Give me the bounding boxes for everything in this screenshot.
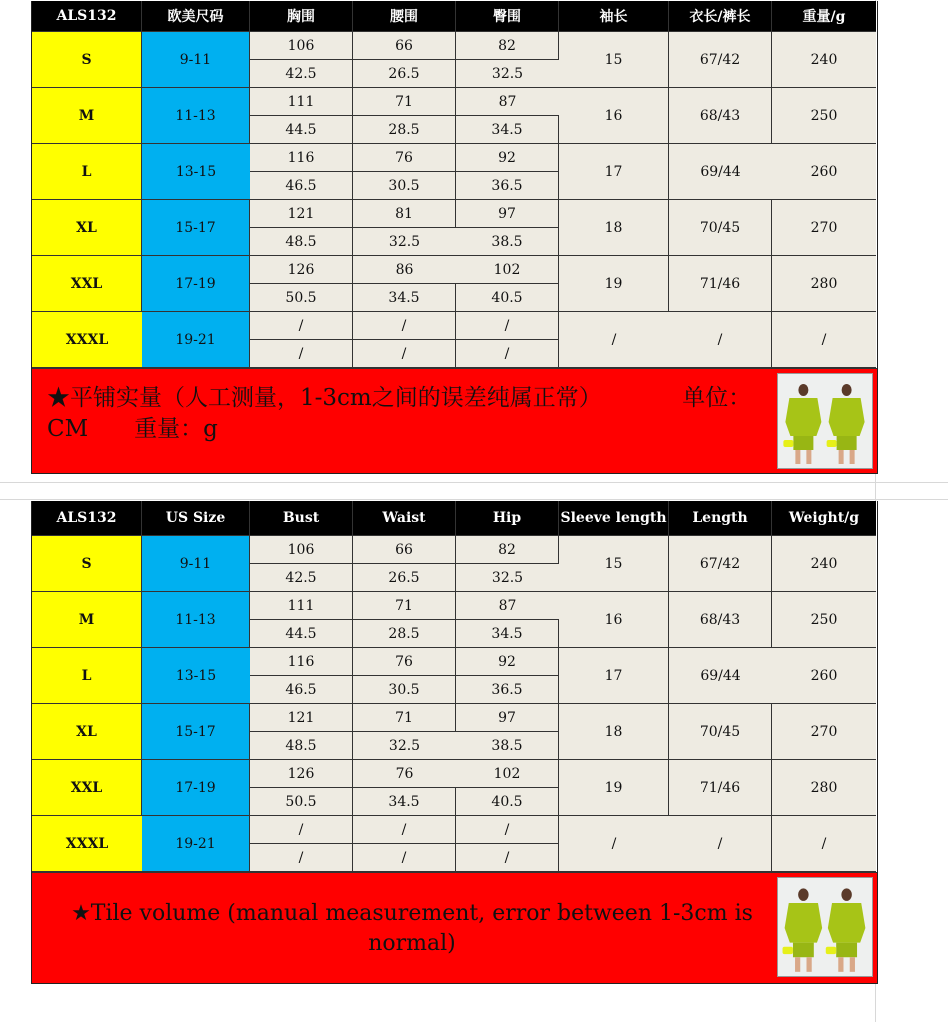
hip-inch-value: 36.5 (456, 172, 559, 200)
weight-value: 260 (772, 144, 876, 200)
bust-cm-value: 126 (250, 256, 353, 284)
weight-value: / (772, 816, 876, 872)
hip-cm-value: 102 (456, 256, 559, 284)
size-chart-chinese (31, 1, 878, 474)
weight-value: 270 (772, 704, 876, 760)
weight-value: 280 (772, 256, 876, 312)
hip-inch-value: 32.5 (456, 564, 559, 592)
style-code-header: ALS132 (32, 1, 142, 32)
waist-inch-value: 32.5 (353, 228, 456, 256)
waist-header: 腰围 (353, 1, 456, 32)
bust-inch-value: 44.5 (250, 116, 353, 144)
sleeve-length-value: 19 (559, 760, 669, 816)
bust-header: 胸围 (250, 1, 353, 32)
weight-value: 240 (772, 32, 876, 88)
length-value: 71/46 (669, 256, 772, 312)
waist-cm-value: 66 (353, 536, 456, 564)
style-code-header: ALS132 (32, 501, 142, 536)
length-value: 69/44 (669, 144, 772, 200)
bust-cm-value: 106 (250, 32, 353, 60)
us-size-value: 13-15 (142, 648, 250, 704)
hip-cm-value: 97 (456, 704, 559, 732)
waist-inch-value: 34.5 (353, 788, 456, 816)
bust-inch-value: 46.5 (250, 172, 353, 200)
weight-value: 240 (772, 536, 876, 592)
bust-inch-value: 42.5 (250, 60, 353, 88)
us-size-value: 11-13 (142, 88, 250, 144)
weight-value: 260 (772, 648, 876, 704)
size-label: L (32, 144, 142, 200)
bust-header: Bust (250, 501, 353, 536)
length-value: / (669, 312, 772, 368)
waist-inch-value: 28.5 (353, 620, 456, 648)
waist-cm-value: 76 (353, 648, 456, 676)
bust-inch-value: 50.5 (250, 284, 353, 312)
hip-inch-value: 32.5 (456, 60, 559, 88)
hip-inch-value: 40.5 (456, 284, 559, 312)
bust-cm-value: 116 (250, 648, 353, 676)
us-size-value: 11-13 (142, 592, 250, 648)
length-value: 68/43 (669, 592, 772, 648)
waist-cm-value: / (353, 312, 456, 340)
bust-cm-value: 111 (250, 592, 353, 620)
size-grid (32, 1, 877, 368)
waist-cm-value: 76 (353, 144, 456, 172)
measurement-note-banner (32, 872, 877, 984)
hip-cm-value: 92 (456, 144, 559, 172)
product-photo-illustration (778, 374, 872, 468)
waist-inch-value: / (353, 844, 456, 872)
bust-inch-value: 46.5 (250, 676, 353, 704)
hip-inch-value: 34.5 (456, 620, 559, 648)
sleeve-length-value: 16 (559, 88, 669, 144)
bust-cm-value: / (250, 816, 353, 844)
size-label: XXXL (32, 312, 142, 368)
hip-inch-value: 38.5 (456, 228, 559, 256)
waist-cm-value: 81 (353, 200, 456, 228)
hip-cm-value: 82 (456, 536, 559, 564)
product-photo (777, 373, 873, 469)
length-value: 69/44 (669, 648, 772, 704)
waist-header: Waist (353, 501, 456, 536)
measurement-note: ★Tile volume (manual measurement, error between 1-3cm is normal) (71, 901, 753, 956)
hip-inch-value: / (456, 340, 559, 368)
hip-header: Hip (456, 501, 559, 536)
us-size-value: 9-11 (142, 32, 250, 88)
size-label: L (32, 648, 142, 704)
us-size-header: 欧美尺码 (142, 1, 250, 32)
product-photo (777, 877, 873, 977)
hip-cm-value: 97 (456, 200, 559, 228)
page-guide-horizontal (0, 499, 948, 500)
weight-header: 重量/g (772, 1, 876, 32)
waist-cm-value: 71 (353, 704, 456, 732)
hip-cm-value: 92 (456, 648, 559, 676)
us-size-value: 17-19 (142, 256, 250, 312)
hip-cm-value: 82 (456, 32, 559, 60)
sleeve-length-value: 18 (559, 200, 669, 256)
sleeve-length-header: Sleeve length (559, 501, 669, 536)
size-label: XL (32, 200, 142, 256)
waist-inch-value: 26.5 (353, 564, 456, 592)
size-label: XL (32, 704, 142, 760)
bust-inch-value: 48.5 (250, 228, 353, 256)
waist-cm-value: 86 (353, 256, 456, 284)
length-header: Length (669, 501, 772, 536)
length-value: 71/46 (669, 760, 772, 816)
hip-inch-value: 40.5 (456, 788, 559, 816)
weight-value: 280 (772, 760, 876, 816)
length-header: 衣长/裤长 (669, 1, 772, 32)
us-size-value: 19-21 (142, 312, 250, 368)
waist-cm-value: / (353, 816, 456, 844)
hip-cm-value: / (456, 816, 559, 844)
measurement-note: ★平铺实量（人工测量，1-3cm之间的误差纯属正常） 单位：CM 重量：g (47, 385, 752, 442)
sleeve-length-header: 袖长 (559, 1, 669, 32)
hip-inch-value: 34.5 (456, 116, 559, 144)
sleeve-length-value: 15 (559, 32, 669, 88)
weight-value: 250 (772, 592, 876, 648)
length-value: 67/42 (669, 32, 772, 88)
hip-cm-value: 102 (456, 760, 559, 788)
bust-inch-value: 50.5 (250, 788, 353, 816)
us-size-value: 17-19 (142, 760, 250, 816)
waist-cm-value: 66 (353, 32, 456, 60)
us-size-value: 19-21 (142, 816, 250, 872)
waist-inch-value: 28.5 (353, 116, 456, 144)
length-value: 70/45 (669, 200, 772, 256)
bust-cm-value: 126 (250, 760, 353, 788)
hip-header: 臀围 (456, 1, 559, 32)
size-label: S (32, 32, 142, 88)
sleeve-length-value: 15 (559, 536, 669, 592)
hip-cm-value: 87 (456, 592, 559, 620)
bust-cm-value: 116 (250, 144, 353, 172)
bust-cm-value: 121 (250, 704, 353, 732)
sleeve-length-value: 17 (559, 144, 669, 200)
us-size-value: 15-17 (142, 704, 250, 760)
sleeve-length-value: / (559, 816, 669, 872)
us-size-value: 15-17 (142, 200, 250, 256)
waist-inch-value: / (353, 340, 456, 368)
bust-cm-value: 121 (250, 200, 353, 228)
size-chart-english (31, 501, 878, 984)
weight-header: Weight/g (772, 501, 876, 536)
hip-inch-value: 36.5 (456, 676, 559, 704)
weight-value: / (772, 312, 876, 368)
bust-inch-value: 48.5 (250, 732, 353, 760)
length-value: 67/42 (669, 536, 772, 592)
length-value: 68/43 (669, 88, 772, 144)
page-guide-horizontal (0, 482, 948, 483)
waist-cm-value: 71 (353, 88, 456, 116)
length-value: / (669, 816, 772, 872)
size-label: XXL (32, 760, 142, 816)
us-size-value: 13-15 (142, 144, 250, 200)
sleeve-length-value: 18 (559, 704, 669, 760)
weight-value: 250 (772, 88, 876, 144)
waist-inch-value: 26.5 (353, 60, 456, 88)
sleeve-length-value: 19 (559, 256, 669, 312)
us-size-header: US Size (142, 501, 250, 536)
bust-inch-value: 42.5 (250, 564, 353, 592)
waist-cm-value: 71 (353, 592, 456, 620)
us-size-value: 9-11 (142, 536, 250, 592)
bust-cm-value: 111 (250, 88, 353, 116)
waist-cm-value: 76 (353, 760, 456, 788)
size-grid (32, 501, 877, 872)
hip-cm-value: 87 (456, 88, 559, 116)
hip-cm-value: / (456, 312, 559, 340)
bust-cm-value: / (250, 312, 353, 340)
size-label: M (32, 592, 142, 648)
hip-inch-value: 38.5 (456, 732, 559, 760)
waist-inch-value: 30.5 (353, 172, 456, 200)
size-label: XXL (32, 256, 142, 312)
length-value: 70/45 (669, 704, 772, 760)
bust-inch-value: 44.5 (250, 620, 353, 648)
bust-inch-value: / (250, 844, 353, 872)
waist-inch-value: 34.5 (353, 284, 456, 312)
bust-inch-value: / (250, 340, 353, 368)
waist-inch-value: 32.5 (353, 732, 456, 760)
measurement-note-banner (32, 368, 877, 474)
hip-inch-value: / (456, 844, 559, 872)
weight-value: 270 (772, 200, 876, 256)
bust-cm-value: 106 (250, 536, 353, 564)
sleeve-length-value: / (559, 312, 669, 368)
size-label: M (32, 88, 142, 144)
product-photo-illustration (778, 878, 872, 976)
sleeve-length-value: 17 (559, 648, 669, 704)
waist-inch-value: 30.5 (353, 676, 456, 704)
size-label: XXXL (32, 816, 142, 872)
size-label: S (32, 536, 142, 592)
sleeve-length-value: 16 (559, 592, 669, 648)
